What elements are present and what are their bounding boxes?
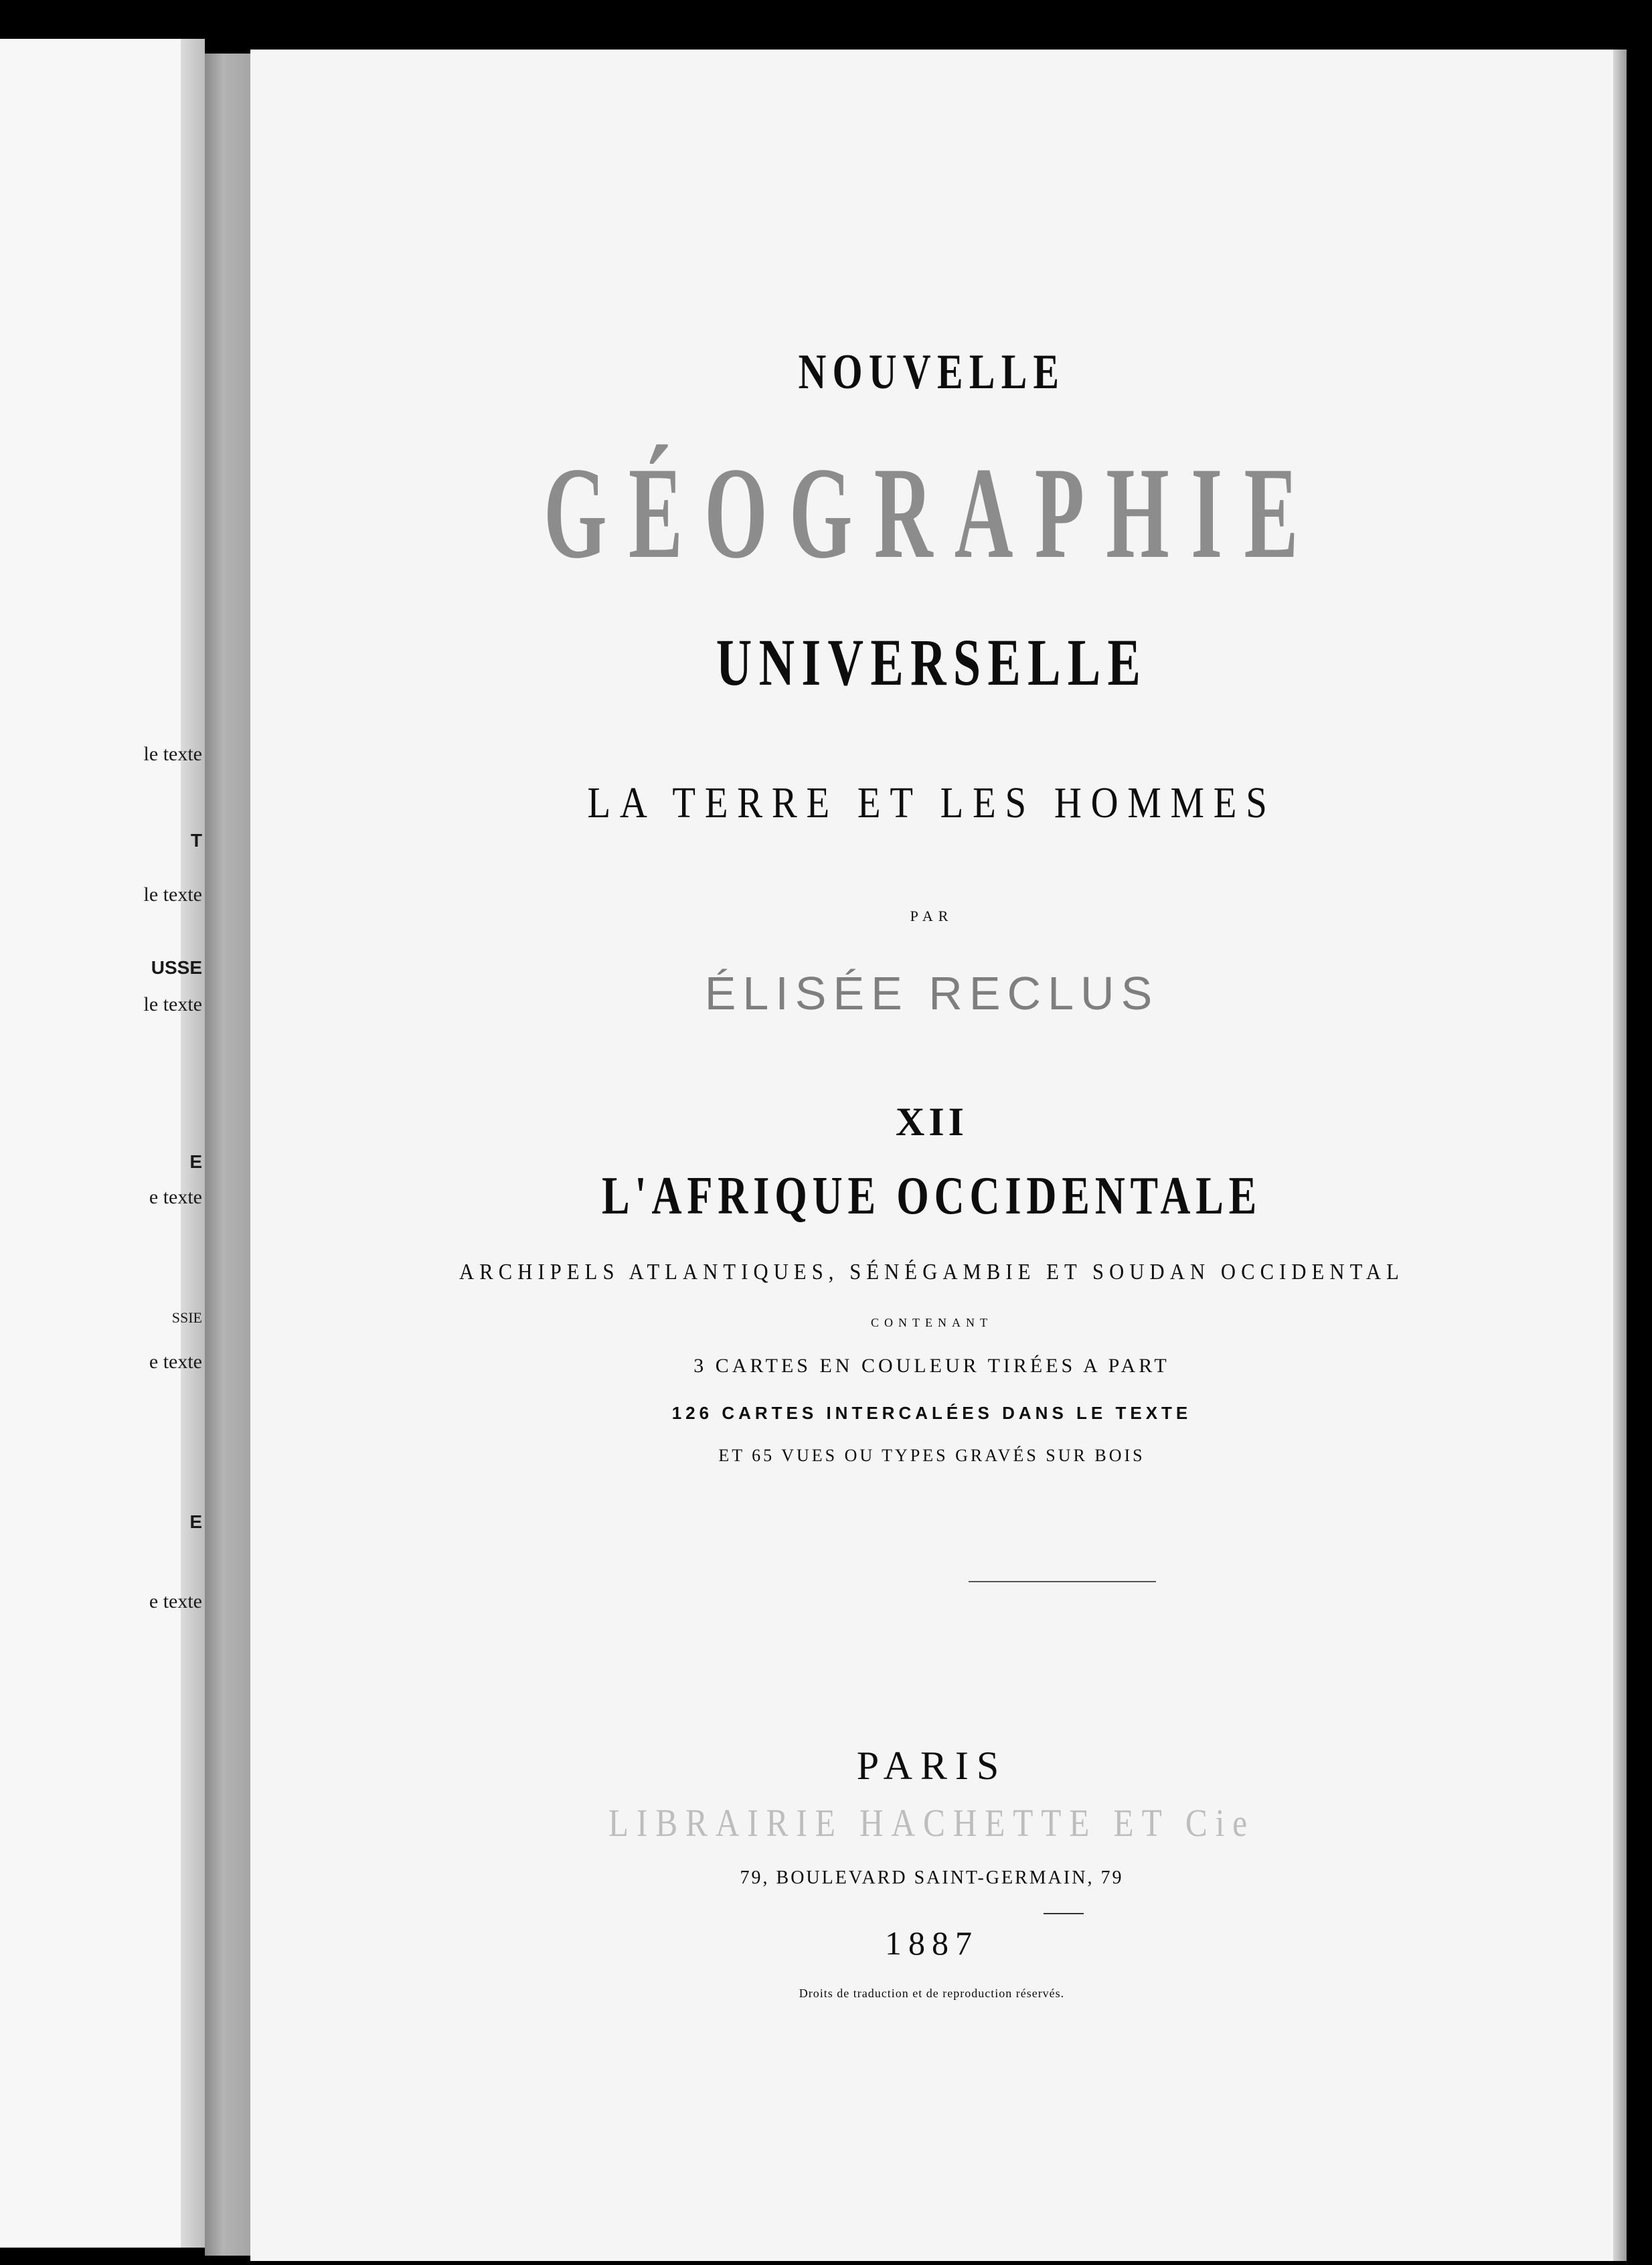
left-page	[0, 39, 205, 2248]
left-fragment: le texte	[143, 993, 202, 1015]
author-name: ÉLISÉE RECLUS	[704, 967, 1159, 1019]
left-fragment: E	[189, 1511, 202, 1532]
title-line-3: UNIVERSELLE	[716, 625, 1148, 699]
left-fragment: e texte	[149, 1590, 202, 1612]
left-fragment: E	[189, 1151, 202, 1172]
publication-year: 1887	[885, 1924, 979, 1962]
left-fragment: e texte	[149, 1351, 202, 1373]
title-line-1: NOUVELLE	[798, 345, 1066, 400]
contents-label: CONTENANT	[871, 1316, 993, 1329]
contents-line: 126 CARTES INTERCALÉES DANS LE TEXTE	[671, 1403, 1192, 1423]
publisher-address: 79, BOULEVARD SAINT-GERMAIN, 79	[740, 1867, 1124, 1888]
contents-line: ET 65 VUES OU TYPES GRAVÉS SUR BOIS	[718, 1446, 1145, 1465]
volume-number: XII	[895, 1100, 969, 1144]
left-fragment: SSIE	[171, 1309, 202, 1326]
left-fragment: le texte	[143, 884, 202, 906]
short-rule	[1044, 1913, 1084, 1914]
rights-notice: Droits de traduction et de reproduction réservés.	[799, 1987, 1065, 2000]
title-page	[250, 50, 1613, 2261]
left-fragment: le texte	[143, 743, 202, 765]
left-fragment: T	[190, 830, 202, 851]
publication-city: PARIS	[856, 1744, 1007, 1788]
title-line-2: GÉOGRAPHIE	[544, 440, 1320, 586]
left-fragment: e texte	[149, 1186, 202, 1208]
right-page-edge	[1613, 50, 1627, 2261]
volume-title: L'AFRIQUE OCCIDENTALE	[601, 1167, 1262, 1226]
contents-line: 3 CARTES EN COULEUR TIRÉES A PART	[693, 1355, 1170, 1377]
left-fragment: USSE	[151, 957, 202, 978]
par-label: PAR	[910, 908, 954, 924]
left-page-edge	[181, 39, 205, 2248]
subtitle: LA TERRE ET LES HOMMES	[587, 778, 1276, 827]
publisher-name: LIBRAIRIE HACHETTE ET Cie	[608, 1801, 1256, 1845]
volume-subtitle: ARCHIPELS ATLANTIQUES, SÉNÉGAMBIE ET SOUDAN OCCIDENTAL	[459, 1260, 1404, 1284]
book-gutter	[205, 54, 250, 2256]
divider-rule	[969, 1581, 1156, 1582]
